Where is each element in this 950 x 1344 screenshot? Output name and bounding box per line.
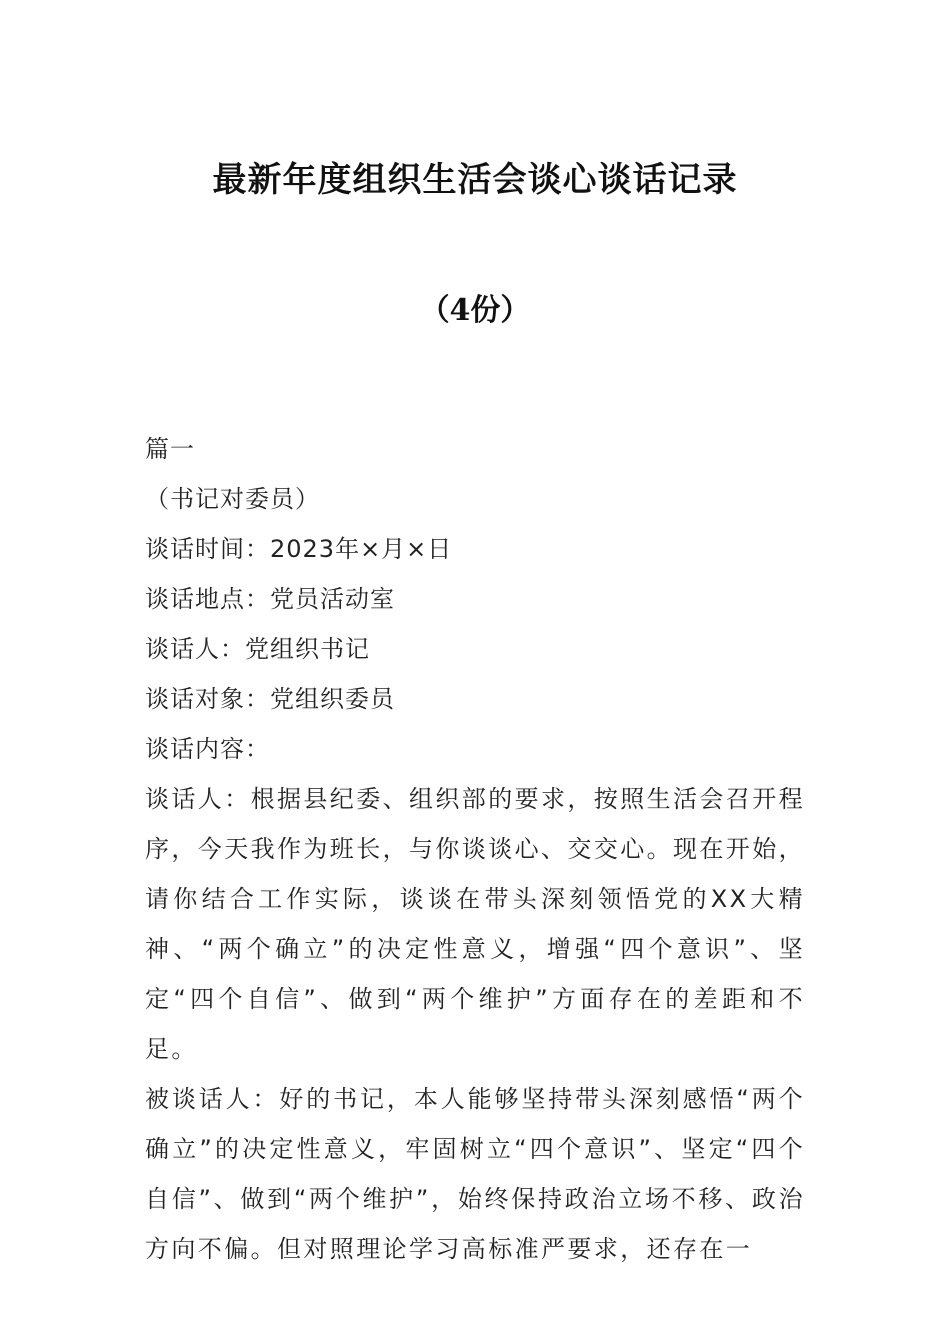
conversation-time: 谈话时间：2023年×月×日	[145, 535, 453, 563]
conversation-relation: （书记对委员）	[145, 485, 320, 513]
document-title: 最新年度组织生活会谈心谈话记录	[212, 160, 738, 200]
section-label: 篇一	[145, 435, 195, 463]
document-body	[145, 424, 805, 1274]
conversation-content-label: 谈话内容：	[145, 735, 270, 763]
conversation-place: 谈话地点：党员活动室	[145, 585, 395, 613]
conversation-target: 谈话对象：党组织委员	[145, 685, 395, 713]
respondent-paragraph: 被谈话人：好的书记，本人能够坚持带头深刻感悟“两个确立”的决定性意义，牢固树立“四个意识”、坚定“四个自信”、做到“两个维护”，始终保持政治立场不移、政治方向不偏。但对照理论学习高标准严要求，还存在一	[145, 1085, 805, 1263]
conversation-speaker: 谈话人：党组织书记	[145, 635, 370, 663]
document-subtitle: （4份）	[419, 293, 531, 328]
speaker-paragraph: 谈话人：根据县纪委、组织部的要求，按照生活会召开程序，今天我作为班长，与你谈谈心、交交心。现在开始，请你结合工作实际，谈谈在带头深刻领悟党的XX大精神、“两个确立”的决定性意义，增强“四个意识”、坚定“四个自信”、做到“两个维护”方面存在的差距和不足。	[145, 785, 805, 1063]
